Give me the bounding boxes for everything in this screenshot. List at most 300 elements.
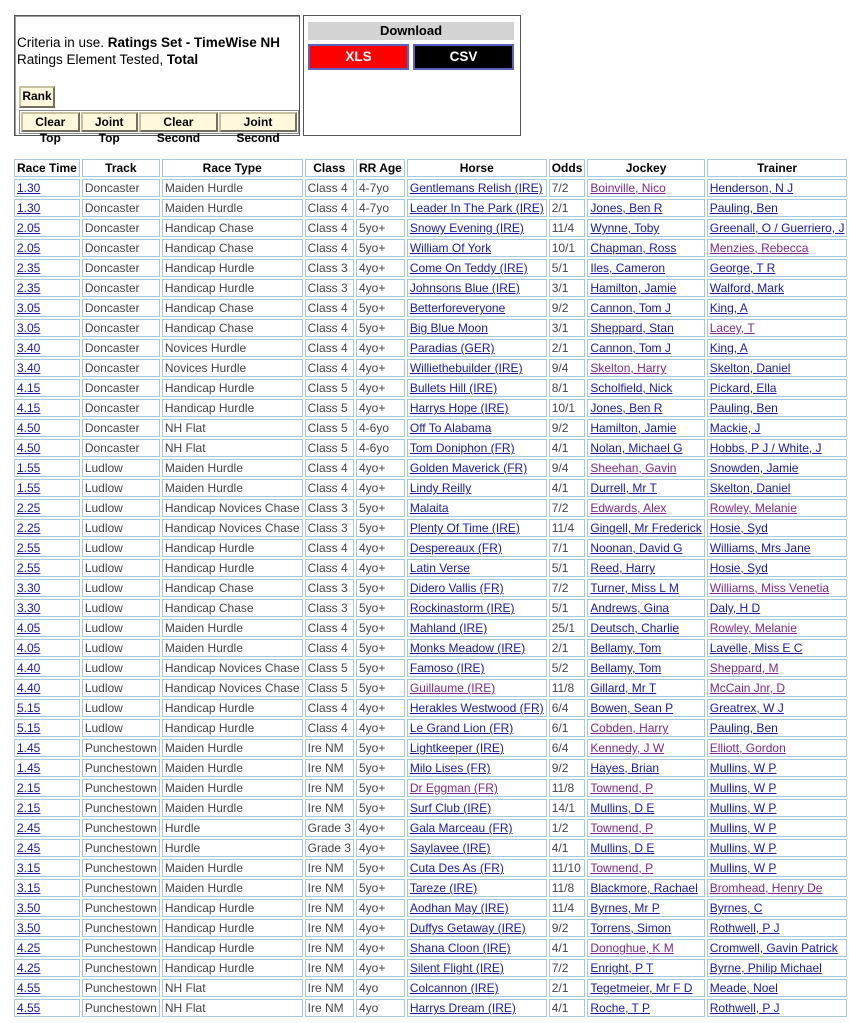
cell-class: Ire NM	[305, 799, 354, 817]
clear-second-button[interactable]: Clear Second	[139, 112, 218, 132]
trainer-link[interactable]: Williams, Miss Venetia	[709, 581, 830, 595]
cell-trainer	[707, 739, 848, 757]
race-time-link[interactable]: 3.15	[17, 881, 41, 895]
cell-track: Doncaster	[82, 219, 160, 237]
cell-track: Ludlow	[82, 479, 160, 497]
cell-race-time	[14, 399, 80, 417]
trainer-link[interactable]: King, A	[709, 301, 748, 315]
cell-race-type: Novices Hurdle	[162, 339, 303, 357]
jockey-link[interactable]: Noonan, David G	[590, 541, 683, 555]
cell-jockey	[587, 559, 704, 577]
jockey-link[interactable]: Reed, Harry	[590, 561, 656, 575]
race-time-link[interactable]: 5.15	[17, 721, 41, 735]
jockey-link[interactable]: Cannon, Tom J	[590, 341, 671, 355]
table-row	[14, 539, 847, 557]
jockey-link[interactable]: Andrews, Gina	[590, 601, 670, 615]
jockey-link[interactable]: Cannon, Tom J	[590, 301, 671, 315]
race-time-link[interactable]: 3.40	[17, 341, 41, 355]
jockey-link[interactable]: Tegetmeier, Mr F D	[590, 981, 693, 995]
cell-odds: 11/8	[549, 679, 586, 697]
horse-link[interactable]: Mahland (IRE)	[409, 621, 488, 635]
cell-class: Class 4	[305, 699, 354, 717]
cell-rr-age: 5yo+	[356, 499, 405, 517]
race-time-link[interactable]: 2.05	[17, 221, 41, 235]
cell-race-time	[14, 739, 80, 757]
joint-second-button[interactable]: Joint Second	[219, 112, 297, 132]
horse-link[interactable]: Colcannon (IRE)	[409, 981, 499, 995]
race-time-link[interactable]: 4.05	[17, 641, 41, 655]
trainer-link[interactable]: Pauling, Ben	[709, 401, 778, 415]
race-time-link[interactable]: 1.45	[17, 741, 41, 755]
horse-link[interactable]: Tareze (IRE)	[409, 881, 478, 895]
race-time-link[interactable]: 4.50	[17, 441, 41, 455]
criteria-prefix: Criteria in use.	[17, 35, 108, 50]
cell-race-time	[14, 999, 80, 1017]
jockey-link[interactable]: Townend, P	[590, 821, 654, 835]
jockey-link[interactable]: Bowen, Sean P	[590, 701, 674, 715]
table-row	[14, 859, 847, 877]
horse-link[interactable]: Lightkeeper (IRE)	[409, 741, 504, 755]
race-time-link[interactable]: 2.35	[17, 281, 41, 295]
cell-track: Doncaster	[82, 379, 160, 397]
horse-link[interactable]: Surf Club (IRE)	[409, 801, 492, 815]
clear-top-button[interactable]: Clear Top	[21, 112, 80, 132]
race-time-link[interactable]: 4.40	[17, 661, 41, 675]
cell-race-time	[14, 699, 80, 717]
trainer-link[interactable]: Pauling, Ben	[709, 201, 778, 215]
table-header-row	[14, 159, 847, 177]
horse-link[interactable]: Duffys Getaway (IRE)	[409, 921, 526, 935]
jockey-link[interactable]: Torrens, Simon	[590, 921, 672, 935]
race-time-link[interactable]: 4.55	[17, 1001, 41, 1015]
race-time-link[interactable]: 3.40	[17, 361, 41, 375]
cell-race-type: Handicap Hurdle	[162, 719, 303, 737]
jockey-link[interactable]: Jones, Ben R	[590, 201, 663, 215]
jockey-link[interactable]: Donoghue, K M	[590, 941, 674, 955]
jockey-link[interactable]: Boinville, Nico	[590, 181, 666, 195]
horse-link[interactable]: Malaita	[409, 501, 449, 515]
horse-link[interactable]: Silent Flight (IRE)	[409, 961, 504, 975]
trainer-link[interactable]: King, A	[709, 341, 748, 355]
xls-download-button[interactable]: XLS	[308, 44, 409, 70]
cell-horse	[407, 499, 547, 517]
cell-jockey	[587, 379, 704, 397]
cell-track: Punchestown	[82, 839, 160, 857]
element-prefix: Ratings Element Tested,	[17, 52, 167, 67]
jockey-link[interactable]: Jones, Ben R	[590, 401, 663, 415]
cell-race-time	[14, 899, 80, 917]
cell-race-time	[14, 519, 80, 537]
race-time-link[interactable]: 2.35	[17, 261, 41, 275]
horse-link[interactable]: Snowy Evening (IRE)	[409, 221, 524, 235]
race-time-link[interactable]: 4.15	[17, 401, 41, 415]
trainer-link[interactable]: Byrne, Philip Michael	[709, 961, 822, 975]
cell-odds: 11/8	[549, 779, 586, 797]
cell-track: Ludlow	[82, 519, 160, 537]
cell-track: Doncaster	[82, 239, 160, 257]
cell-trainer	[707, 219, 848, 237]
jockey-link[interactable]: Roche, T P	[590, 1001, 650, 1015]
table-row	[14, 579, 847, 597]
horse-link[interactable]: Big Blue Moon	[409, 321, 488, 335]
cell-jockey	[587, 659, 704, 677]
csv-download-button[interactable]: CSV	[413, 44, 514, 70]
trainer-link[interactable]: George, T R	[709, 261, 776, 275]
horse-link[interactable]: Latin Verse	[409, 561, 470, 575]
table-row	[14, 519, 847, 537]
cell-race-time	[14, 919, 80, 937]
jockey-link[interactable]: Mullins, D E	[590, 841, 655, 855]
race-time-link[interactable]: 2.25	[17, 501, 41, 515]
cell-rr-age: 4yo+	[356, 379, 405, 397]
cell-trainer	[707, 979, 848, 997]
cell-trainer	[707, 879, 848, 897]
cell-race-type: Handicap Novices Chase	[162, 679, 303, 697]
cell-jockey	[587, 899, 704, 917]
race-time-link[interactable]: 3.30	[17, 581, 41, 595]
trainer-link[interactable]: Lavelle, Miss E C	[709, 641, 803, 655]
jockey-link[interactable]: Blackmore, Rachael	[590, 881, 698, 895]
jockey-link[interactable]: Bellamy, Tom	[590, 661, 662, 675]
horse-link[interactable]: Williethebuilder (IRE)	[409, 361, 523, 375]
jockey-link[interactable]: Hamilton, Jamie	[590, 281, 677, 295]
trainer-link[interactable]: Rothwell, P J	[709, 921, 780, 935]
trainer-link[interactable]: Sheppard, M	[709, 661, 779, 675]
race-time-link[interactable]: 4.25	[17, 961, 41, 975]
trainer-link[interactable]: Greenall, O / Guerriero, J	[709, 221, 845, 235]
cell-jockey	[587, 419, 704, 437]
cell-jockey	[587, 339, 704, 357]
cell-jockey	[587, 539, 704, 557]
jockey-link[interactable]: Iles, Cameron	[590, 261, 666, 275]
cell-odds: 6/1	[549, 719, 586, 737]
race-time-link[interactable]: 4.15	[17, 381, 41, 395]
horse-link[interactable]: Herakles Westwood (FR)	[409, 701, 544, 715]
horse-link[interactable]: Gala Marceau (FR)	[409, 821, 513, 835]
race-time-link[interactable]: 2.55	[17, 561, 41, 575]
horse-link[interactable]: Lindy Reilly	[409, 481, 472, 495]
table-row	[14, 279, 847, 297]
cell-jockey	[587, 359, 704, 377]
cell-trainer	[707, 819, 848, 837]
jockey-link[interactable]: Edwards, Alex	[590, 501, 667, 515]
cell-jockey	[587, 679, 704, 697]
race-time-link[interactable]: 2.45	[17, 841, 41, 855]
jockey-link[interactable]: Townend, P	[590, 781, 654, 795]
trainer-link[interactable]: McCain Jnr, D	[709, 681, 786, 695]
cell-horse	[407, 219, 547, 237]
horse-link[interactable]: Guillaume (IRE)	[409, 681, 496, 695]
cell-class: Class 4	[305, 639, 354, 657]
table-row	[14, 219, 847, 237]
cell-odds: 4/1	[549, 439, 586, 457]
cell-track: Ludlow	[82, 459, 160, 477]
jockey-link[interactable]: Chapman, Ross	[590, 241, 677, 255]
cell-race-type: Maiden Hurdle	[162, 619, 303, 637]
trainer-link[interactable]: Skelton, Daniel	[709, 361, 791, 375]
horse-link[interactable]: Didero Vallis (FR)	[409, 581, 504, 595]
cell-odds: 3/1	[549, 279, 586, 297]
cell-track: Punchestown	[82, 959, 160, 977]
trainer-link[interactable]: Elliott, Gordon	[709, 741, 786, 755]
trainer-link[interactable]: Hosie, Syd	[709, 561, 768, 575]
trainer-link[interactable]: Daly, H D	[709, 601, 761, 615]
cell-track: Ludlow	[82, 699, 160, 717]
race-time-link[interactable]: 3.05	[17, 321, 41, 335]
race-time-link[interactable]: 4.25	[17, 941, 41, 955]
race-time-link[interactable]: 2.25	[17, 521, 41, 535]
jockey-link[interactable]: Turner, Miss L M	[590, 581, 679, 595]
cell-race-time	[14, 979, 80, 997]
cell-race-time	[14, 419, 80, 437]
cell-trainer	[707, 999, 848, 1017]
cell-horse	[407, 239, 547, 257]
cell-race-time	[14, 659, 80, 677]
horse-link[interactable]: Cuta Des As (FR)	[409, 861, 504, 875]
horse-link[interactable]: Come On Teddy (IRE)	[409, 261, 528, 275]
cell-rr-age: 4yo+	[356, 839, 405, 857]
horse-link[interactable]: Harrys Dream (IRE)	[409, 1001, 516, 1015]
download-panel	[303, 15, 521, 136]
trainer-link[interactable]: Mullins, W P	[709, 821, 777, 835]
jockey-link[interactable]: Gillard, Mr T	[590, 681, 657, 695]
horse-link[interactable]: Famoso (IRE)	[409, 661, 485, 675]
race-time-link[interactable]: 2.45	[17, 821, 41, 835]
cell-odds: 2/1	[549, 199, 586, 217]
horse-link[interactable]: Plenty Of Time (IRE)	[409, 521, 520, 535]
race-time-link[interactable]: 3.50	[17, 901, 41, 915]
cell-class: Class 5	[305, 439, 354, 457]
trainer-link[interactable]: Cromwell, Gavin Patrick	[709, 941, 838, 955]
cell-trainer	[707, 559, 848, 577]
horse-link[interactable]: Betterforeveryone	[409, 301, 506, 315]
trainer-link[interactable]: Pickard, Ella	[709, 381, 777, 395]
cell-horse	[407, 179, 547, 197]
race-time-link[interactable]: 2.05	[17, 241, 41, 255]
trainer-link[interactable]: Henderson, N J	[709, 181, 794, 195]
jockey-link[interactable]: Skelton, Harry	[590, 361, 667, 375]
race-time-link[interactable]: 4.05	[17, 621, 41, 635]
cell-odds: 10/1	[549, 399, 586, 417]
horse-link[interactable]: Off To Alabama	[409, 421, 492, 435]
rank-button[interactable]: Rank	[19, 86, 55, 108]
trainer-link[interactable]: Rowley, Melanie	[709, 501, 797, 515]
horse-link[interactable]: Le Grand Lion (FR)	[409, 721, 514, 735]
trainer-link[interactable]: Walford, Mark	[709, 281, 784, 295]
cell-horse	[407, 199, 547, 217]
race-time-link[interactable]: 3.30	[17, 601, 41, 615]
horse-link[interactable]: Monks Meadow (IRE)	[409, 641, 526, 655]
horse-link[interactable]: Harrys Hope (IRE)	[409, 401, 509, 415]
cell-jockey	[587, 839, 704, 857]
cell-race-time	[14, 359, 80, 377]
jockey-link[interactable]: Deutsch, Charlie	[590, 621, 680, 635]
horse-link[interactable]: Saylavee (IRE)	[409, 841, 491, 855]
cell-track: Punchestown	[82, 979, 160, 997]
cell-track: Ludlow	[82, 719, 160, 737]
cell-odds: 9/2	[549, 919, 586, 937]
cell-odds: 9/2	[549, 299, 586, 317]
header-class: Class	[305, 159, 354, 177]
horse-link[interactable]: William Of York	[409, 241, 492, 255]
cell-horse	[407, 679, 547, 697]
trainer-link[interactable]: Mullins, W P	[709, 761, 777, 775]
jockey-link[interactable]: Cobden, Harry	[590, 721, 669, 735]
trainer-link[interactable]: Pauling, Ben	[709, 721, 778, 735]
trainer-link[interactable]: Williams, Mrs Jane	[709, 541, 811, 555]
race-time-link[interactable]: 1.30	[17, 181, 41, 195]
trainer-link[interactable]: Snowden, Jamie	[709, 461, 799, 475]
cell-race-type: Handicap Chase	[162, 299, 303, 317]
trainer-link[interactable]: Hosie, Syd	[709, 521, 768, 535]
race-time-link[interactable]: 4.40	[17, 681, 41, 695]
trainer-link[interactable]: Hobbs, P J / White, J	[709, 441, 822, 455]
trainer-link[interactable]: Mullins, W P	[709, 801, 777, 815]
jockey-link[interactable]: Kennedy, J W	[590, 741, 665, 755]
cell-jockey	[587, 699, 704, 717]
cell-race-time	[14, 539, 80, 557]
rank-filter-group	[19, 110, 299, 145]
race-time-link[interactable]: 4.50	[17, 421, 41, 435]
cell-horse	[407, 299, 547, 317]
horse-link[interactable]: Leader In The Park (IRE)	[409, 201, 544, 215]
race-time-link[interactable]: 2.15	[17, 801, 41, 815]
race-time-link[interactable]: 3.15	[17, 861, 41, 875]
horse-link[interactable]: Dr Eggman (FR)	[409, 781, 498, 795]
cell-jockey	[587, 179, 704, 197]
trainer-link[interactable]: Lacey, T	[709, 321, 755, 335]
cell-horse	[407, 939, 547, 957]
race-time-link[interactable]: 1.30	[17, 201, 41, 215]
cell-horse	[407, 899, 547, 917]
horse-link[interactable]: Rockinastorm (IRE)	[409, 601, 515, 615]
race-time-link[interactable]: 3.05	[17, 301, 41, 315]
trainer-link[interactable]: Menzies, Rebecca	[709, 241, 809, 255]
jockey-link[interactable]: Townend, P	[590, 861, 654, 875]
race-time-link[interactable]: 4.55	[17, 981, 41, 995]
horse-link[interactable]: Milo Lises (FR)	[409, 761, 491, 775]
cell-rr-age: 5yo+	[356, 299, 405, 317]
jockey-link[interactable]: Hamilton, Jamie	[590, 421, 677, 435]
cell-jockey	[587, 879, 704, 897]
cell-race-time	[14, 819, 80, 837]
cell-odds: 4/1	[549, 939, 586, 957]
cell-class: Class 4	[305, 219, 354, 237]
jockey-link[interactable]: Durrell, Mr T	[590, 481, 657, 495]
cell-race-time	[14, 839, 80, 857]
horse-link[interactable]: Johnsons Blue (IRE)	[409, 281, 520, 295]
cell-race-time	[14, 459, 80, 477]
trainer-link[interactable]: Greatrex, W J	[709, 701, 784, 715]
race-time-link[interactable]: 2.15	[17, 781, 41, 795]
cell-jockey	[587, 739, 704, 757]
cell-race-type: Handicap Novices Chase	[162, 499, 303, 517]
cell-odds: 5/1	[549, 259, 586, 277]
table-row	[14, 959, 847, 977]
jockey-link[interactable]: Wynne, Toby	[590, 221, 660, 235]
jockey-link[interactable]: Sheehan, Gavin	[590, 461, 677, 475]
cell-rr-age: 4yo+	[356, 819, 405, 837]
cell-class: Class 5	[305, 379, 354, 397]
cell-class: Grade 3	[305, 819, 354, 837]
trainer-link[interactable]: Mullins, W P	[709, 861, 777, 875]
table-row	[14, 479, 847, 497]
race-time-link[interactable]: 5.15	[17, 701, 41, 715]
table-row	[14, 839, 847, 857]
race-time-link[interactable]: 1.55	[17, 461, 41, 475]
cell-odds: 5/1	[549, 599, 586, 617]
jockey-link[interactable]: Sheppard, Stan	[590, 321, 674, 335]
jockey-link[interactable]: Gingell, Mr Frederick	[590, 521, 702, 535]
jockey-link[interactable]: Bellamy, Tom	[590, 641, 662, 655]
trainer-link[interactable]: Rowley, Melanie	[709, 621, 797, 635]
cell-odds: 2/1	[549, 979, 586, 997]
cell-jockey	[587, 779, 704, 797]
cell-rr-age: 4-7yo	[356, 199, 405, 217]
trainer-link[interactable]: Skelton, Daniel	[709, 481, 791, 495]
cell-trainer	[707, 479, 848, 497]
trainer-link[interactable]: Mullins, W P	[709, 841, 777, 855]
horse-link[interactable]: Golden Maverick (FR)	[409, 461, 528, 475]
cell-jockey	[587, 519, 704, 537]
jockey-link[interactable]: Hayes, Brian	[590, 761, 660, 775]
jockey-link[interactable]: Scholfield, Nick	[590, 381, 673, 395]
criteria-panel	[14, 15, 300, 145]
horse-link[interactable]: Bullets Hill (IRE)	[409, 381, 498, 395]
trainer-link[interactable]: Mullins, W P	[709, 781, 777, 795]
cell-trainer	[707, 359, 848, 377]
cell-horse	[407, 659, 547, 677]
horse-link[interactable]: Paradias (GER)	[409, 341, 495, 355]
trainer-link[interactable]: Rothwell, P J	[709, 1001, 780, 1015]
race-time-link[interactable]: 1.45	[17, 761, 41, 775]
race-time-link[interactable]: 1.55	[17, 481, 41, 495]
horse-link[interactable]: Tom Doniphon (FR)	[409, 441, 515, 455]
cell-odds: 11/8	[549, 879, 586, 897]
cell-track: Punchestown	[82, 919, 160, 937]
cell-horse	[407, 339, 547, 357]
horse-link[interactable]: Aodhan May (IRE)	[409, 901, 509, 915]
race-time-link[interactable]: 2.55	[17, 541, 41, 555]
cell-rr-age: 4yo+	[356, 279, 405, 297]
jockey-link[interactable]: Byrnes, Mr P	[590, 901, 660, 915]
cell-rr-age: 5yo+	[356, 879, 405, 897]
horse-link[interactable]: Shana Cloon (IRE)	[409, 941, 511, 955]
horse-link[interactable]: Despereaux (FR)	[409, 541, 502, 555]
cell-horse	[407, 739, 547, 757]
table-row	[14, 919, 847, 937]
cell-trainer	[707, 679, 848, 697]
horse-link[interactable]: Gentlemans Relish (IRE)	[409, 181, 543, 195]
trainer-link[interactable]: Byrnes, C	[709, 901, 763, 915]
trainer-link[interactable]: Meade, Noel	[709, 981, 778, 995]
cell-odds: 11/4	[549, 519, 586, 537]
jockey-link[interactable]: Nolan, Michael G	[590, 441, 683, 455]
cell-class: Ire NM	[305, 879, 354, 897]
trainer-link[interactable]: Bromhead, Henry De	[709, 881, 823, 895]
jockey-link[interactable]: Enright, P T	[590, 961, 654, 975]
cell-race-type: Maiden Hurdle	[162, 759, 303, 777]
jockey-link[interactable]: Mullins, D E	[590, 801, 655, 815]
cell-trainer	[707, 919, 848, 937]
table-row	[14, 619, 847, 637]
cell-horse	[407, 859, 547, 877]
cell-race-type: Handicap Hurdle	[162, 699, 303, 717]
race-time-link[interactable]: 3.50	[17, 921, 41, 935]
joint-top-button[interactable]: Joint Top	[81, 112, 138, 132]
header-jockey: Jockey	[587, 159, 704, 177]
trainer-link[interactable]: Mackie, J	[709, 421, 761, 435]
